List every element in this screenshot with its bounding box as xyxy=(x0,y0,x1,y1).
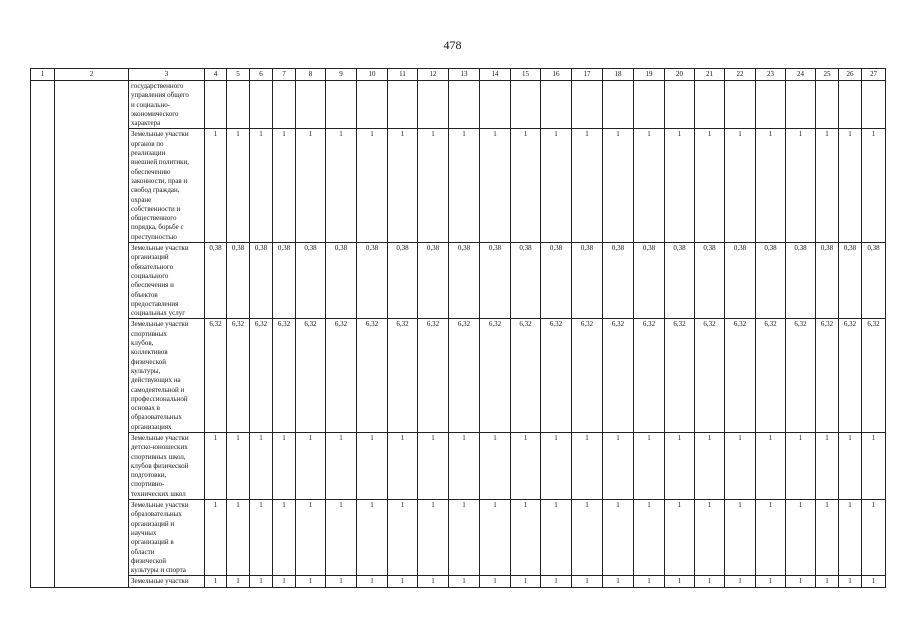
rate-cell xyxy=(227,81,250,129)
rate-cell xyxy=(296,81,326,129)
rate-cell xyxy=(695,81,725,129)
rate-cell: 1 xyxy=(786,432,816,499)
table-row xyxy=(31,81,886,129)
rate-cell: 1 xyxy=(480,576,511,588)
rate-cell: 1 xyxy=(511,500,541,576)
rate-cell: 0,38 xyxy=(449,243,480,319)
rate-cell: 6,32 xyxy=(250,319,273,433)
rate-cell: 1 xyxy=(695,129,725,243)
rate-cell: 1 xyxy=(541,432,572,499)
column-number-19: 19 xyxy=(634,69,665,81)
rate-cell: 6,32 xyxy=(665,319,695,433)
rate-cell: 1 xyxy=(862,129,886,243)
rate-cell: 1 xyxy=(839,500,862,576)
empty-col-1 xyxy=(31,81,55,588)
rate-cell: 1 xyxy=(862,576,886,588)
rate-cell: 1 xyxy=(357,576,388,588)
rate-cell: 1 xyxy=(250,500,273,576)
rate-cell: 1 xyxy=(634,500,665,576)
column-number-24: 24 xyxy=(786,69,816,81)
rate-cell: 1 xyxy=(449,129,480,243)
rate-cell: 1 xyxy=(388,432,418,499)
rate-cell: 1 xyxy=(541,500,572,576)
rate-cell: 1 xyxy=(326,500,357,576)
rate-cell xyxy=(511,81,541,129)
rate-cell xyxy=(449,81,480,129)
rate-cell: 6,32 xyxy=(296,319,326,433)
rate-cell xyxy=(326,81,357,129)
land-category-name: Земельные участки органов по реализации внешней политики, обеспечению законности, прав и свобод граждан, охране собственности и общественного порядка, борьбе с преступностью xyxy=(129,129,205,243)
column-number-3: 3 xyxy=(129,69,205,81)
rate-cell: 1 xyxy=(326,432,357,499)
column-number-10: 10 xyxy=(357,69,388,81)
column-number-1: 1 xyxy=(31,69,55,81)
table-row xyxy=(31,500,886,576)
rate-cell: 1 xyxy=(480,500,511,576)
rate-cell: 1 xyxy=(296,576,326,588)
rate-cell: 1 xyxy=(634,576,665,588)
rate-cell: 1 xyxy=(634,129,665,243)
rate-cell: 6,32 xyxy=(273,319,296,433)
table-row xyxy=(31,129,886,243)
rate-cell: 6,32 xyxy=(572,319,603,433)
rate-cell: 6,32 xyxy=(205,319,227,433)
table-row xyxy=(31,576,886,588)
column-number-8: 8 xyxy=(296,69,326,81)
rate-cell xyxy=(634,81,665,129)
column-number-17: 17 xyxy=(572,69,603,81)
rate-cell: 6,32 xyxy=(388,319,418,433)
rate-cell: 1 xyxy=(326,576,357,588)
rate-cell: 1 xyxy=(572,576,603,588)
column-number-11: 11 xyxy=(388,69,418,81)
rate-cell: 1 xyxy=(862,432,886,499)
rate-cell: 1 xyxy=(273,576,296,588)
rate-cell: 1 xyxy=(839,432,862,499)
rate-cell: 6,32 xyxy=(603,319,634,433)
page-number: 478 xyxy=(443,38,462,52)
rate-cell: 1 xyxy=(227,576,250,588)
rate-cell xyxy=(273,81,296,129)
rate-cell xyxy=(572,81,603,129)
column-number-26: 26 xyxy=(839,69,862,81)
column-number-21: 21 xyxy=(695,69,725,81)
rate-cell: 1 xyxy=(357,500,388,576)
rate-cell xyxy=(205,81,227,129)
column-number-5: 5 xyxy=(227,69,250,81)
rate-cell: 6,32 xyxy=(418,319,449,433)
column-number-9: 9 xyxy=(326,69,357,81)
rate-cell: 1 xyxy=(418,129,449,243)
rate-cell: 1 xyxy=(665,576,695,588)
rate-cell: 0,38 xyxy=(480,243,511,319)
rate-cell: 1 xyxy=(541,576,572,588)
rate-cell: 1 xyxy=(250,432,273,499)
rate-cell: 1 xyxy=(665,500,695,576)
rate-cell: 1 xyxy=(273,500,296,576)
rate-cell: 1 xyxy=(839,576,862,588)
rate-cell xyxy=(357,81,388,129)
rate-cell: 0,38 xyxy=(665,243,695,319)
rate-cell: 6,32 xyxy=(862,319,886,433)
rate-cell: 1 xyxy=(756,129,786,243)
rate-cell: 1 xyxy=(480,432,511,499)
rate-cell: 0,38 xyxy=(839,243,862,319)
rate-cell: 1 xyxy=(572,129,603,243)
rate-cell xyxy=(250,81,273,129)
column-number-25: 25 xyxy=(816,69,839,81)
rate-cell xyxy=(816,81,839,129)
rate-cell: 1 xyxy=(205,500,227,576)
rate-cell: 0,38 xyxy=(418,243,449,319)
rate-cell: 1 xyxy=(786,500,816,576)
rate-cell: 1 xyxy=(418,576,449,588)
rate-cell: 1 xyxy=(296,432,326,499)
column-number-2: 2 xyxy=(55,69,129,81)
rate-cell xyxy=(665,81,695,129)
rate-cell: 6,32 xyxy=(816,319,839,433)
table-row xyxy=(31,432,886,499)
land-category-name: Земельные участки организаций обязательного социального обеспечения и объектов предоставления социальных услуг xyxy=(129,243,205,319)
land-category-name: государственного управления общего и социально- экономического характера xyxy=(129,81,205,129)
column-number-6: 6 xyxy=(250,69,273,81)
rate-cell: 1 xyxy=(326,129,357,243)
empty-col-2 xyxy=(55,81,129,588)
rate-cell: 1 xyxy=(695,432,725,499)
rate-cell: 1 xyxy=(357,129,388,243)
rate-cell: 1 xyxy=(725,500,756,576)
rate-cell: 0,38 xyxy=(541,243,572,319)
column-number-23: 23 xyxy=(756,69,786,81)
rate-cell: 0,38 xyxy=(511,243,541,319)
rate-cell: 0,38 xyxy=(296,243,326,319)
rate-cell: 1 xyxy=(388,500,418,576)
rate-cell: 0,38 xyxy=(603,243,634,319)
rate-cell: 1 xyxy=(227,432,250,499)
rate-cell: 1 xyxy=(695,500,725,576)
rate-cell: 1 xyxy=(572,500,603,576)
rate-cell: 1 xyxy=(480,129,511,243)
rate-cell: 1 xyxy=(357,432,388,499)
rate-cell: 1 xyxy=(296,500,326,576)
rate-cell xyxy=(541,81,572,129)
land-rate-table xyxy=(30,68,886,588)
rate-cell: 1 xyxy=(388,129,418,243)
rate-cell: 1 xyxy=(273,432,296,499)
rate-cell: 0,38 xyxy=(862,243,886,319)
rate-cell: 6,32 xyxy=(756,319,786,433)
rate-cell: 1 xyxy=(786,576,816,588)
column-number-12: 12 xyxy=(418,69,449,81)
land-category-name: Земельные участки образовательных организаций и научных организаций в области физической культуры и спорта xyxy=(129,500,205,576)
rate-cell: 0,38 xyxy=(786,243,816,319)
rate-cell: 1 xyxy=(388,576,418,588)
rate-cell: 1 xyxy=(756,576,786,588)
column-number-16: 16 xyxy=(541,69,572,81)
rate-cell: 1 xyxy=(449,432,480,499)
rate-cell: 1 xyxy=(227,129,250,243)
rate-cell: 1 xyxy=(634,432,665,499)
rate-cell: 1 xyxy=(816,432,839,499)
rate-cell: 1 xyxy=(227,500,250,576)
rate-cell: 0,38 xyxy=(695,243,725,319)
rate-cell: 6,32 xyxy=(839,319,862,433)
land-category-name: Земельные участки детско-юношеских спортивных школ, клубов физической подготовки, спортивно- технических школ xyxy=(129,432,205,499)
column-number-4: 4 xyxy=(205,69,227,81)
rate-cell xyxy=(786,81,816,129)
rate-cell: 1 xyxy=(665,129,695,243)
rate-cell: 6,32 xyxy=(786,319,816,433)
rate-cell: 1 xyxy=(725,432,756,499)
rate-cell: 1 xyxy=(725,576,756,588)
rate-cell xyxy=(603,81,634,129)
rate-cell xyxy=(756,81,786,129)
rate-cell: 1 xyxy=(572,432,603,499)
rate-cell: 1 xyxy=(449,500,480,576)
rate-cell: 6,32 xyxy=(695,319,725,433)
rate-cell: 0,38 xyxy=(250,243,273,319)
rate-cell: 1 xyxy=(816,576,839,588)
column-number-13: 13 xyxy=(449,69,480,81)
table-row xyxy=(31,319,886,433)
rate-cell: 1 xyxy=(862,500,886,576)
rate-cell xyxy=(418,81,449,129)
column-number-14: 14 xyxy=(480,69,511,81)
rate-cell: 0,38 xyxy=(816,243,839,319)
rate-cell: 1 xyxy=(205,129,227,243)
column-number-row xyxy=(31,69,886,81)
rate-cell: 6,32 xyxy=(480,319,511,433)
rate-cell xyxy=(862,81,886,129)
rate-cell: 1 xyxy=(816,129,839,243)
rate-cell: 1 xyxy=(449,576,480,588)
column-number-18: 18 xyxy=(603,69,634,81)
rate-cell: 6,32 xyxy=(227,319,250,433)
rate-cell: 1 xyxy=(205,576,227,588)
column-number-22: 22 xyxy=(725,69,756,81)
land-category-name: Земельные участки спортивных клубов, коллективов физической культуры, действующих на самодеятельной и профессиональной основах в образовательных организациях xyxy=(129,319,205,433)
rate-cell: 0,38 xyxy=(756,243,786,319)
rate-cell: 0,38 xyxy=(205,243,227,319)
rate-cell: 6,32 xyxy=(357,319,388,433)
rate-cell: 1 xyxy=(418,500,449,576)
rate-cell: 1 xyxy=(511,576,541,588)
rate-cell: 1 xyxy=(603,500,634,576)
rate-cell: 1 xyxy=(603,432,634,499)
rate-cell: 1 xyxy=(756,432,786,499)
rate-cell xyxy=(725,81,756,129)
rate-cell: 6,32 xyxy=(449,319,480,433)
rate-cell: 1 xyxy=(695,576,725,588)
rate-cell: 1 xyxy=(725,129,756,243)
rate-cell: 6,32 xyxy=(725,319,756,433)
rate-cell: 0,38 xyxy=(227,243,250,319)
rate-cell: 6,32 xyxy=(511,319,541,433)
table-row xyxy=(31,243,886,319)
rate-cell xyxy=(839,81,862,129)
rate-cell: 0,38 xyxy=(634,243,665,319)
rate-cell: 6,32 xyxy=(634,319,665,433)
rate-cell xyxy=(388,81,418,129)
rate-cell: 1 xyxy=(250,129,273,243)
rate-cell: 1 xyxy=(665,432,695,499)
rate-cell: 1 xyxy=(786,129,816,243)
column-number-15: 15 xyxy=(511,69,541,81)
column-number-20: 20 xyxy=(665,69,695,81)
rate-cell: 1 xyxy=(273,129,296,243)
rate-cell: 0,38 xyxy=(326,243,357,319)
column-number-27: 27 xyxy=(862,69,886,81)
column-number-7: 7 xyxy=(273,69,296,81)
rate-cell: 0,38 xyxy=(725,243,756,319)
rate-cell: 1 xyxy=(756,500,786,576)
rate-cell: 1 xyxy=(541,129,572,243)
rate-cell: 0,38 xyxy=(572,243,603,319)
rate-cell: 1 xyxy=(603,129,634,243)
rate-cell: 1 xyxy=(603,576,634,588)
rate-cell: 1 xyxy=(511,129,541,243)
rate-cell: 1 xyxy=(205,432,227,499)
rate-cell: 6,32 xyxy=(541,319,572,433)
land-category-name: Земельные участки xyxy=(129,576,205,588)
rate-cell: 1 xyxy=(816,500,839,576)
rate-cell: 0,38 xyxy=(357,243,388,319)
rate-cell: 6,32 xyxy=(326,319,357,433)
rate-cell: 0,38 xyxy=(388,243,418,319)
rate-cell: 0,38 xyxy=(273,243,296,319)
rate-cell: 1 xyxy=(296,129,326,243)
rate-cell: 1 xyxy=(839,129,862,243)
rate-cell xyxy=(480,81,511,129)
rate-cell: 1 xyxy=(511,432,541,499)
rate-cell: 1 xyxy=(250,576,273,588)
rate-cell: 1 xyxy=(418,432,449,499)
